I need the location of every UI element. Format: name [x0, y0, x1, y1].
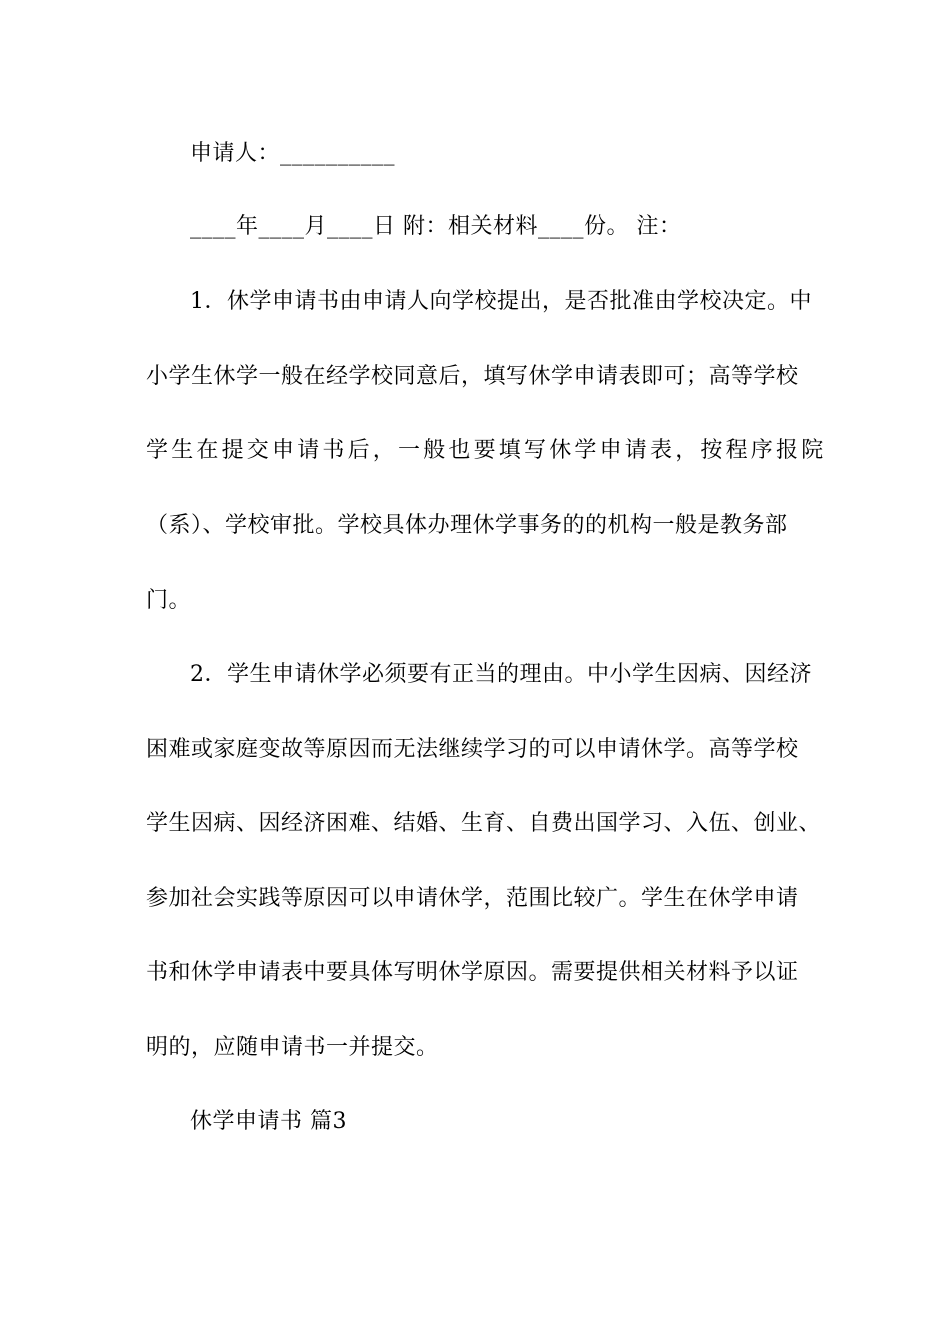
note1-line-5: 门。	[146, 588, 192, 613]
note1-line-3: 学生在提交申请书后，一般也要填写休学申请表，按程序报院	[146, 438, 827, 463]
note2-line-6: 明的，应随申请书一并提交。	[146, 1035, 439, 1060]
applicant-line: 申请人：__________	[190, 141, 396, 166]
note2-line-5: 书和休学申请表中要具体写明休学原因。需要提供相关材料予以证	[146, 960, 799, 985]
note2-line-4: 参加社会实践等原因可以申请休学，范围比较广。学生在休学申请	[146, 886, 799, 911]
note1-line-1: 1．休学申请书由申请人向学校提出，是否批准由学校决定。中	[190, 289, 812, 314]
note2-line-1: 2．学生申请休学必须要有正当的理由。中小学生因病、因经济	[190, 662, 812, 687]
section-heading: 休学申请书 篇3	[190, 1109, 347, 1134]
note1-line-4: （系）、学校审批。学校具体办理休学事务的的机构一般是教务部	[146, 513, 788, 538]
date-attachment-line: ____年____月____日 附：相关材料____份。 注：	[190, 214, 682, 239]
note2-line-3: 学生因病、因经济困难、结婚、生育、自费出国学习、入伍、创业、	[146, 811, 822, 836]
note1-line-2: 小学生休学一般在经学校同意后，填写休学申请表即可；高等学校	[146, 364, 799, 389]
note2-line-2: 困难或家庭变故等原因而无法继续学习的可以申请休学。高等学校	[146, 737, 799, 762]
